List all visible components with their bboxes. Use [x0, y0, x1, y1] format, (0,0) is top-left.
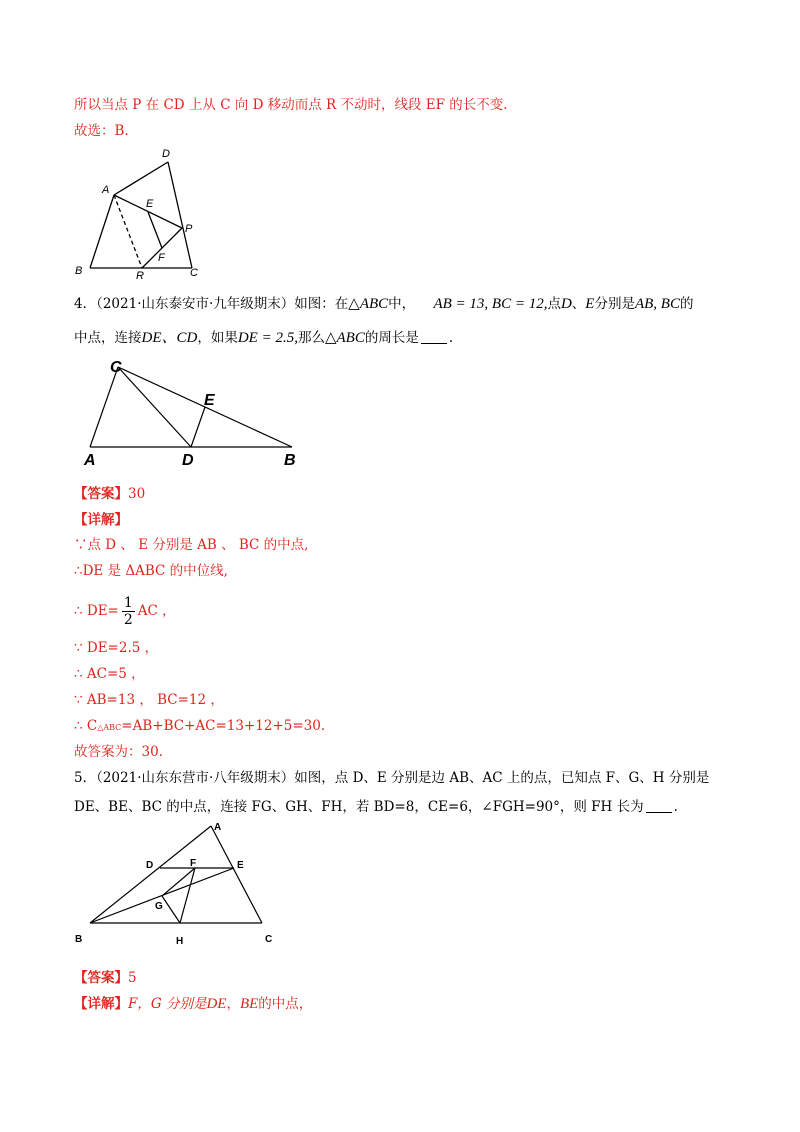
- fig1-label-a: A: [102, 184, 110, 196]
- answer-blank-q5: [646, 798, 672, 813]
- q4-step1: ∵点 D 、 E 分别是 AB 、 BC 的中点,: [74, 537, 309, 553]
- q4-step7: ∴ C△ABC=AB+BC+AC=13+12+5=30.: [74, 718, 326, 734]
- fig1-label-e: E: [146, 198, 154, 210]
- q5-detail: 【详解】F，G 分别是DE，BE的中点，: [74, 996, 313, 1012]
- q4-step6: ∵ AB=13 ， BC=12 ，: [74, 692, 224, 708]
- q4-line1: 4．（2021·山东泰安市·九年级期末）如图：在△ABC中， AB = 13, BC = 12,点D、E分别是AB, BC的: [74, 296, 694, 312]
- fig2-label-d: D: [182, 452, 194, 469]
- fig1-label-b: B: [75, 265, 83, 277]
- q4-step3: ∴ DE= $\frac{1}{2}$ AC ，: [74, 595, 176, 628]
- fig3-label-h: H: [176, 936, 184, 947]
- q4-detail-tag: 【详解】: [74, 512, 128, 528]
- fig1-label-d: D: [162, 148, 170, 160]
- q5-line1: 5．（2021·山东东营市·八年级期末）如图，点 D、E 分别是边 AB、AC 上的点，已知点 F、G、H 分别是: [74, 770, 710, 786]
- figure-quadrilateral: [70, 140, 220, 280]
- fig1-label-c: C: [190, 267, 198, 279]
- fig1-label-r: R: [136, 270, 144, 280]
- prev-answer-line: 故选：B.: [74, 123, 129, 139]
- fig1-label-p: P: [185, 223, 193, 235]
- q4-answer: 【答案】30: [74, 486, 146, 502]
- figure-triangle-abc: [78, 355, 308, 470]
- q4-step2: ∴DE 是 ΔABC 的中位线,: [74, 563, 228, 579]
- answer-blank: [421, 329, 447, 344]
- fig3-label-a: A: [214, 822, 222, 833]
- q4-step5: ∴ AC=5 ，: [74, 666, 145, 682]
- fig2-label-a: A: [84, 452, 96, 469]
- prev-solution-line: 所以当点 P 在 CD 上从 C 向 D 移动而点 R 不动时，线段 EF 的长不变.: [74, 97, 508, 113]
- fraction-half: $\frac{1}{2}$: [123, 595, 133, 628]
- fig3-label-d: D: [146, 860, 154, 871]
- fig1-label-f: F: [158, 252, 165, 264]
- fig3-label-f: F: [190, 858, 197, 869]
- fig3-label-g: G: [155, 901, 163, 912]
- fig3-label-c: C: [265, 934, 273, 945]
- q4-line2: 中点，连接DE、CD，如果DE = 2.5,那么△ABC的周长是 .: [74, 330, 454, 346]
- fig3-label-e: E: [237, 860, 244, 871]
- q5-line2: DE、BE、BC 的中点，连接 FG、GH、FH，若 BD=8，CE=6，∠FGH=90°，则 FH 长为 .: [74, 799, 678, 815]
- fig2-label-b: B: [284, 452, 296, 469]
- q5-answer: 【答案】5: [74, 970, 137, 986]
- fig2-label-e: E: [204, 392, 215, 409]
- q4-step4: ∵ DE=2.5 ，: [74, 640, 159, 656]
- q4-final: 故答案为：30.: [74, 744, 163, 760]
- fig2-label-c: C: [110, 359, 122, 376]
- figure-triangle-midpoints: [70, 818, 290, 953]
- fig3-label-b: B: [75, 934, 83, 945]
